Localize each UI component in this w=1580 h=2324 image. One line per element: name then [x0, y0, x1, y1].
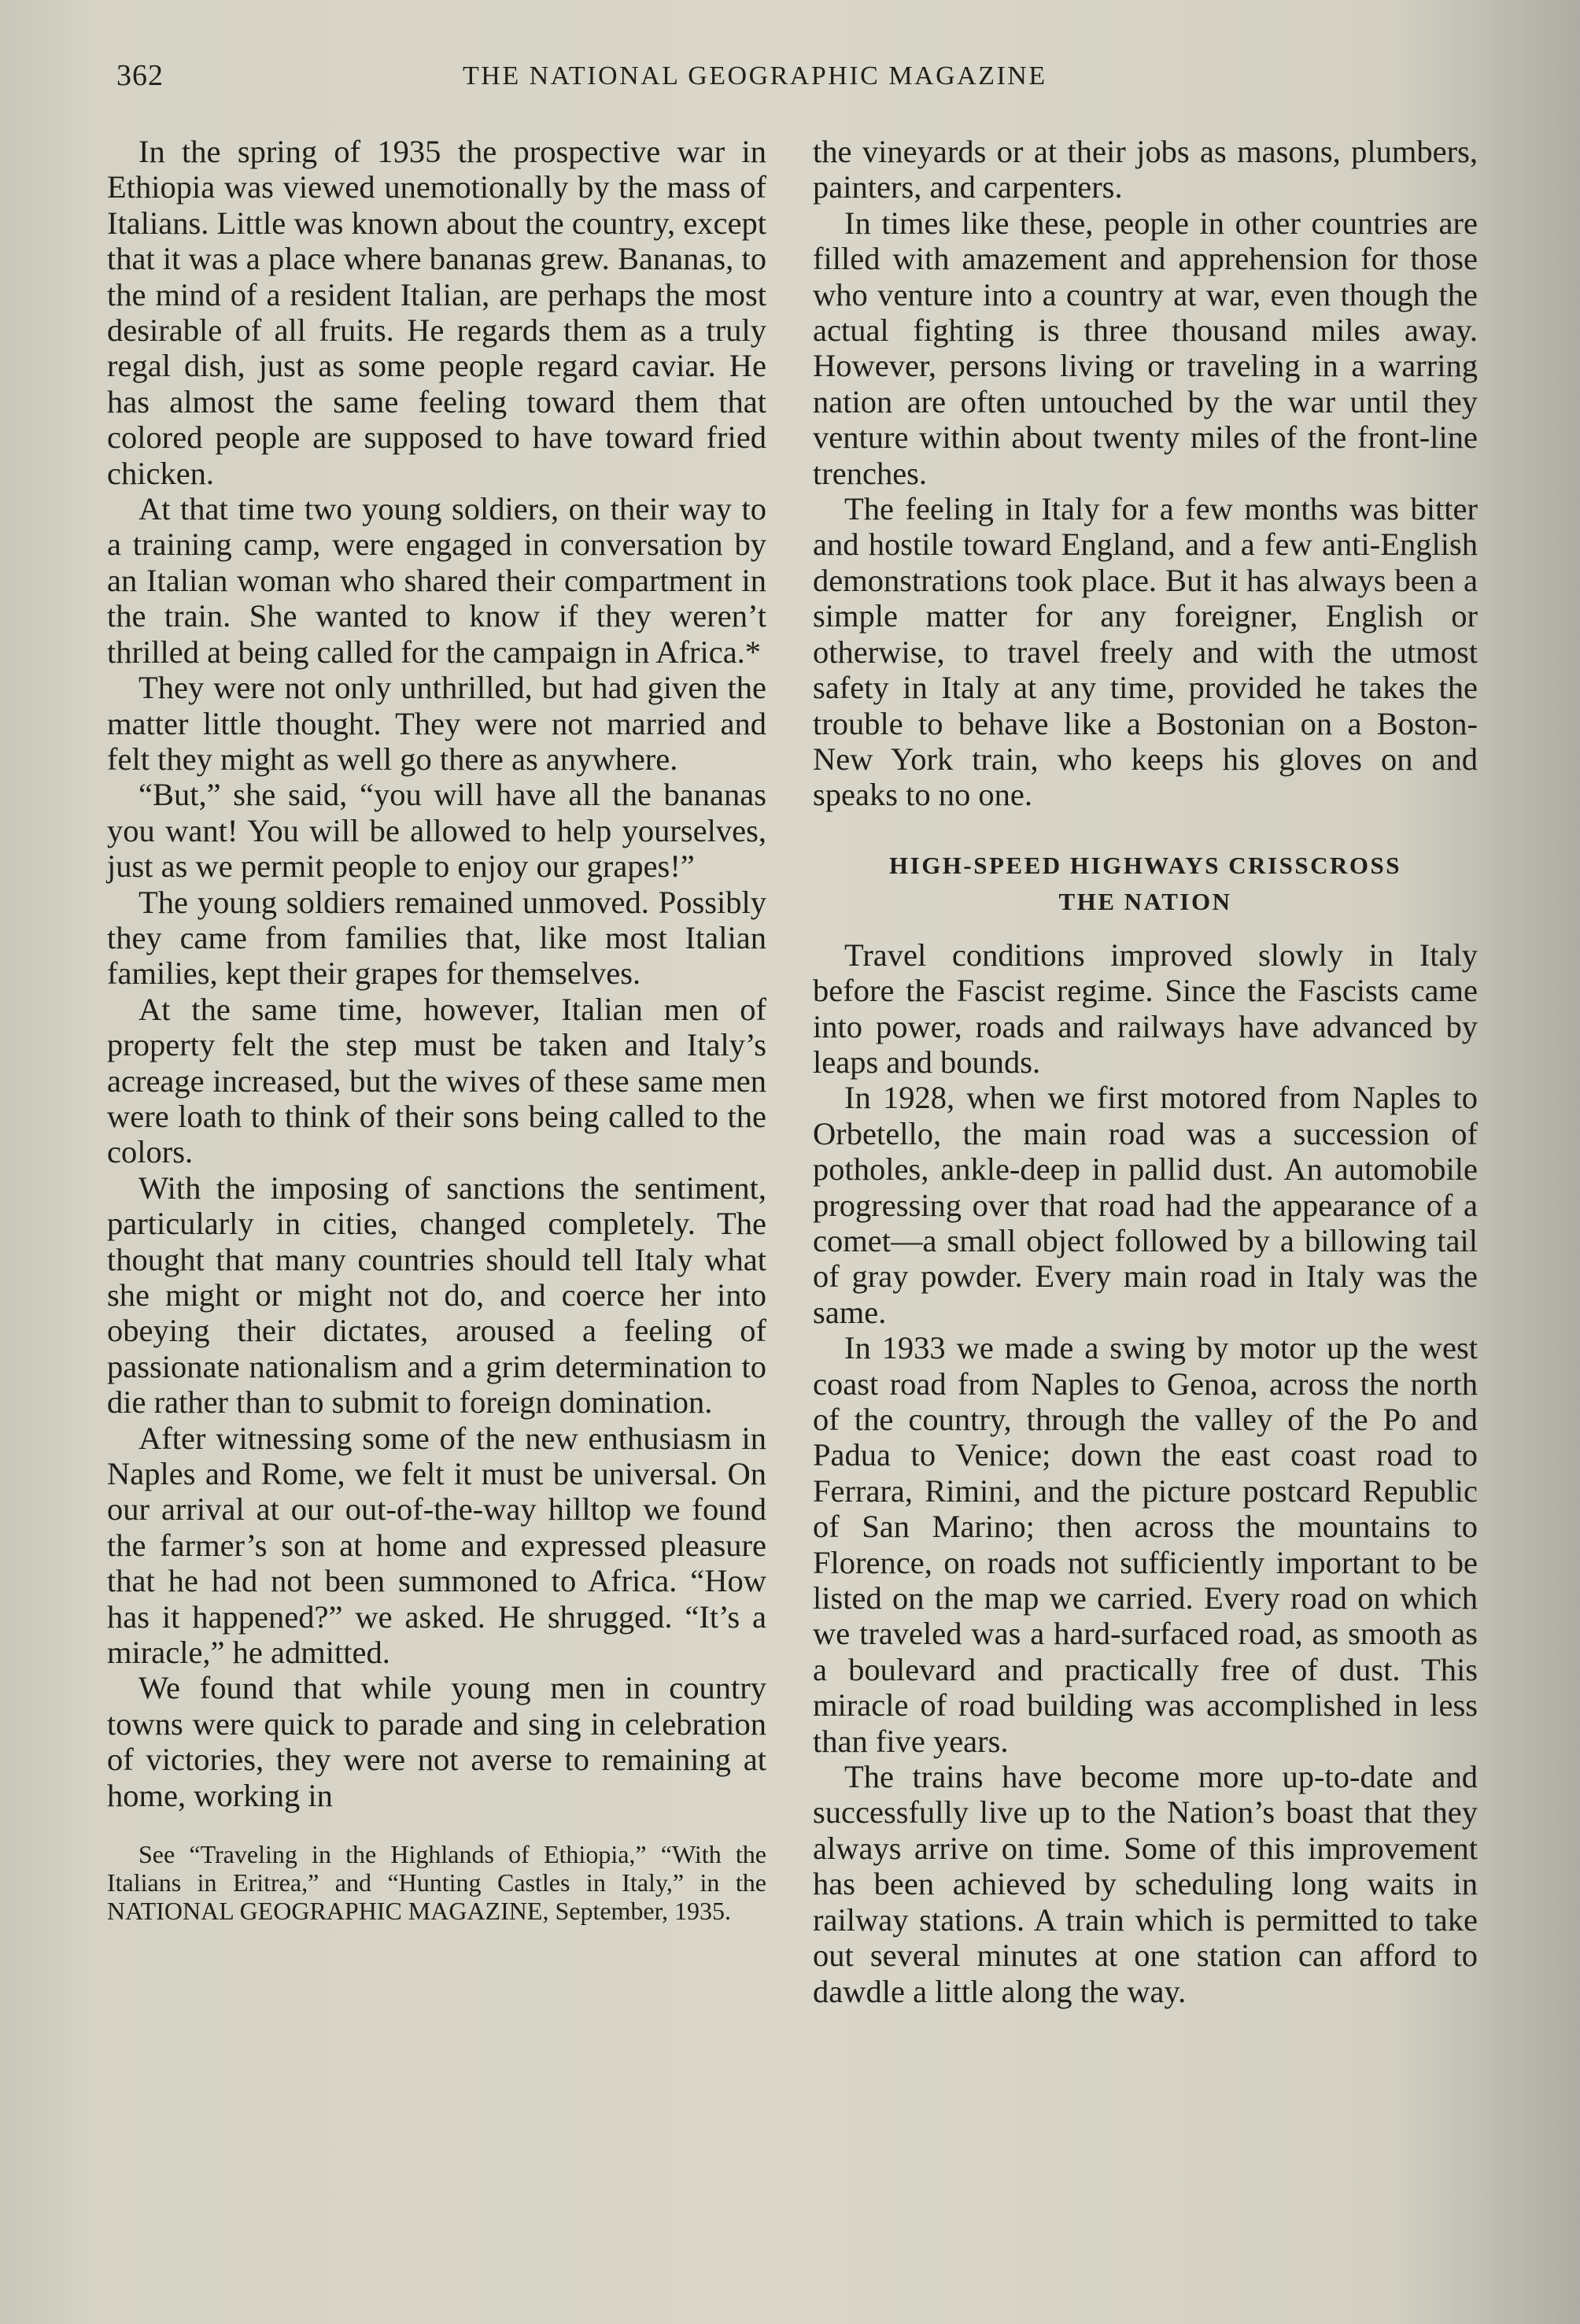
footnote: See “Traveling in the Highlands of Ethiopia,” “With the Italians in Eritrea,” and “Hunting Castles in Italy,” in the NATIONAL GEOGRAPHIC MAGAZINE, September, 1935.: [107, 1840, 766, 1926]
body-paragraph: At that time two young soldiers, on their way to a training camp, were engaged in conversation by an Italian woman who shared their compartment in the train. She wanted to know if they weren’t thrilled at being called for the campaign in Africa.*: [107, 491, 766, 670]
body-paragraph: After witnessing some of the new enthusiasm in Naples and Rome, we felt it must be universal. On our arrival at our out-of-the-way hilltop we found the farmer’s son at home and expressed pleasure that he had not been summoned to Africa. “How has it happened?” we asked. He shrugged. “It’s a miracle,” he admitted.: [107, 1420, 766, 1671]
body-paragraph: The young soldiers remained unmoved. Possibly they came from families that, like most Italian families, kept their grapes for themselves.: [107, 884, 766, 992]
body-paragraph: At the same time, however, Italian men of property felt the step must be taken and Italy’s acreage increased, but the wives of these same men were loath to think of their sons being called to the colors.: [107, 991, 766, 1170]
body-paragraph: In the spring of 1935 the prospective war in Ethiopia was viewed unemotionally by the mass of Italians. Little was known about the country, except that it was a place where bananas grew. Bananas, to the mind of a resident Italian, are perhaps the most desirable of all fruits. He regards them as a truly regal dish, just as some people regard caviar. He has almost the same feeling toward them that colored people are supposed to have toward fried chicken.: [107, 134, 766, 491]
body-paragraph: The feeling in Italy for a few months was bitter and hostile toward England, and a few anti-English demonstrations took place. But it has always been a simple matter for any foreigner, English or otherwise, to travel freely and with the utmost safety in Italy at any time, provided he takes the trouble to behave like a Bostonian on a Boston-New York train, who keeps his gloves on and speaks to no one.: [813, 491, 1478, 813]
body-paragraph: We found that while young men in country towns were quick to parade and sing in celebration of victories, they were not averse to remaining at home, working in: [107, 1670, 766, 1813]
page-number: 362: [116, 59, 164, 92]
body-paragraph: The trains have become more up-to-date and successfully live up to the Nation’s boast that they always arrive on time. Some of this improvement has been achieved by scheduling long waits in railway stations. A train which is permitted to take out several minutes at one station can afford to dawdle a little along the way.: [813, 1759, 1478, 2009]
body-paragraph: Travel conditions improved slowly in Italy before the Fascist regime. Since the Fascists came into power, roads and railways have advanced by leaps and bounds.: [813, 937, 1478, 1080]
body-paragraph: “But,” she said, “you will have all the bananas you want! You will be allowed to help yourselves, just as we permit people to enjoy our grapes!”: [107, 777, 766, 885]
body-paragraph: In times like these, people in other countries are filled with amazement and apprehension for those who venture into a country at war, even though the actual fighting is three thousand miles away. However, persons living or traveling in a warring nation are often untouched by the war until they venture within about twenty miles of the front-line trenches.: [813, 205, 1478, 491]
running-title: THE NATIONAL GEOGRAPHIC MAGAZINE: [463, 61, 1047, 91]
body-paragraph: the vineyards or at their jobs as masons, plumbers, painters, and carpenters.: [813, 134, 1478, 205]
body-paragraph: They were not only unthrilled, but had given the matter little thought. They were not married and felt they might as well go there as anywhere.: [107, 670, 766, 777]
left-column: [107, 134, 766, 1925]
body-paragraph: With the imposing of sanctions the sentiment, particularly in cities, changed completely. The thought that many countries should tell Italy what she might or might not do, and coerce her into obeying their dictates, aroused a feeling of passionate nationalism and a grim determination to die rather than to submit to foreign domination.: [107, 1169, 766, 1421]
body-paragraph: In 1928, when we first motored from Naples to Orbetello, the main road was a succession of potholes, ankle-deep in pallid dust. An automobile progressing over that road had the appearance of a comet—a small object followed by a billowing tail of gray powder. Every main road in Italy was the same.: [813, 1080, 1478, 1330]
section-heading: [813, 848, 1478, 920]
section-heading-line: HIGH-SPEED HIGHWAYS CRISSCROSS: [889, 851, 1401, 879]
section-heading-line: THE NATION: [1058, 887, 1232, 915]
right-column: [813, 134, 1478, 2009]
page-header: [116, 58, 1478, 105]
body-paragraph: In 1933 we made a swing by motor up the west coast road from Naples to Genoa, across the north of the country, through the valley of the Po and Padua to Venice; down the east coast road to Ferrara, Rimini, and the picture postcard Republic of San Marino; then across the mountains to Florence, on roads not sufficiently important to be listed on the map we carried. Every road on which we traveled was a hard-surfaced road, as smooth as a boulevard and practically free of dust. This miracle of road building was accomplished in less than five years.: [813, 1330, 1478, 1759]
